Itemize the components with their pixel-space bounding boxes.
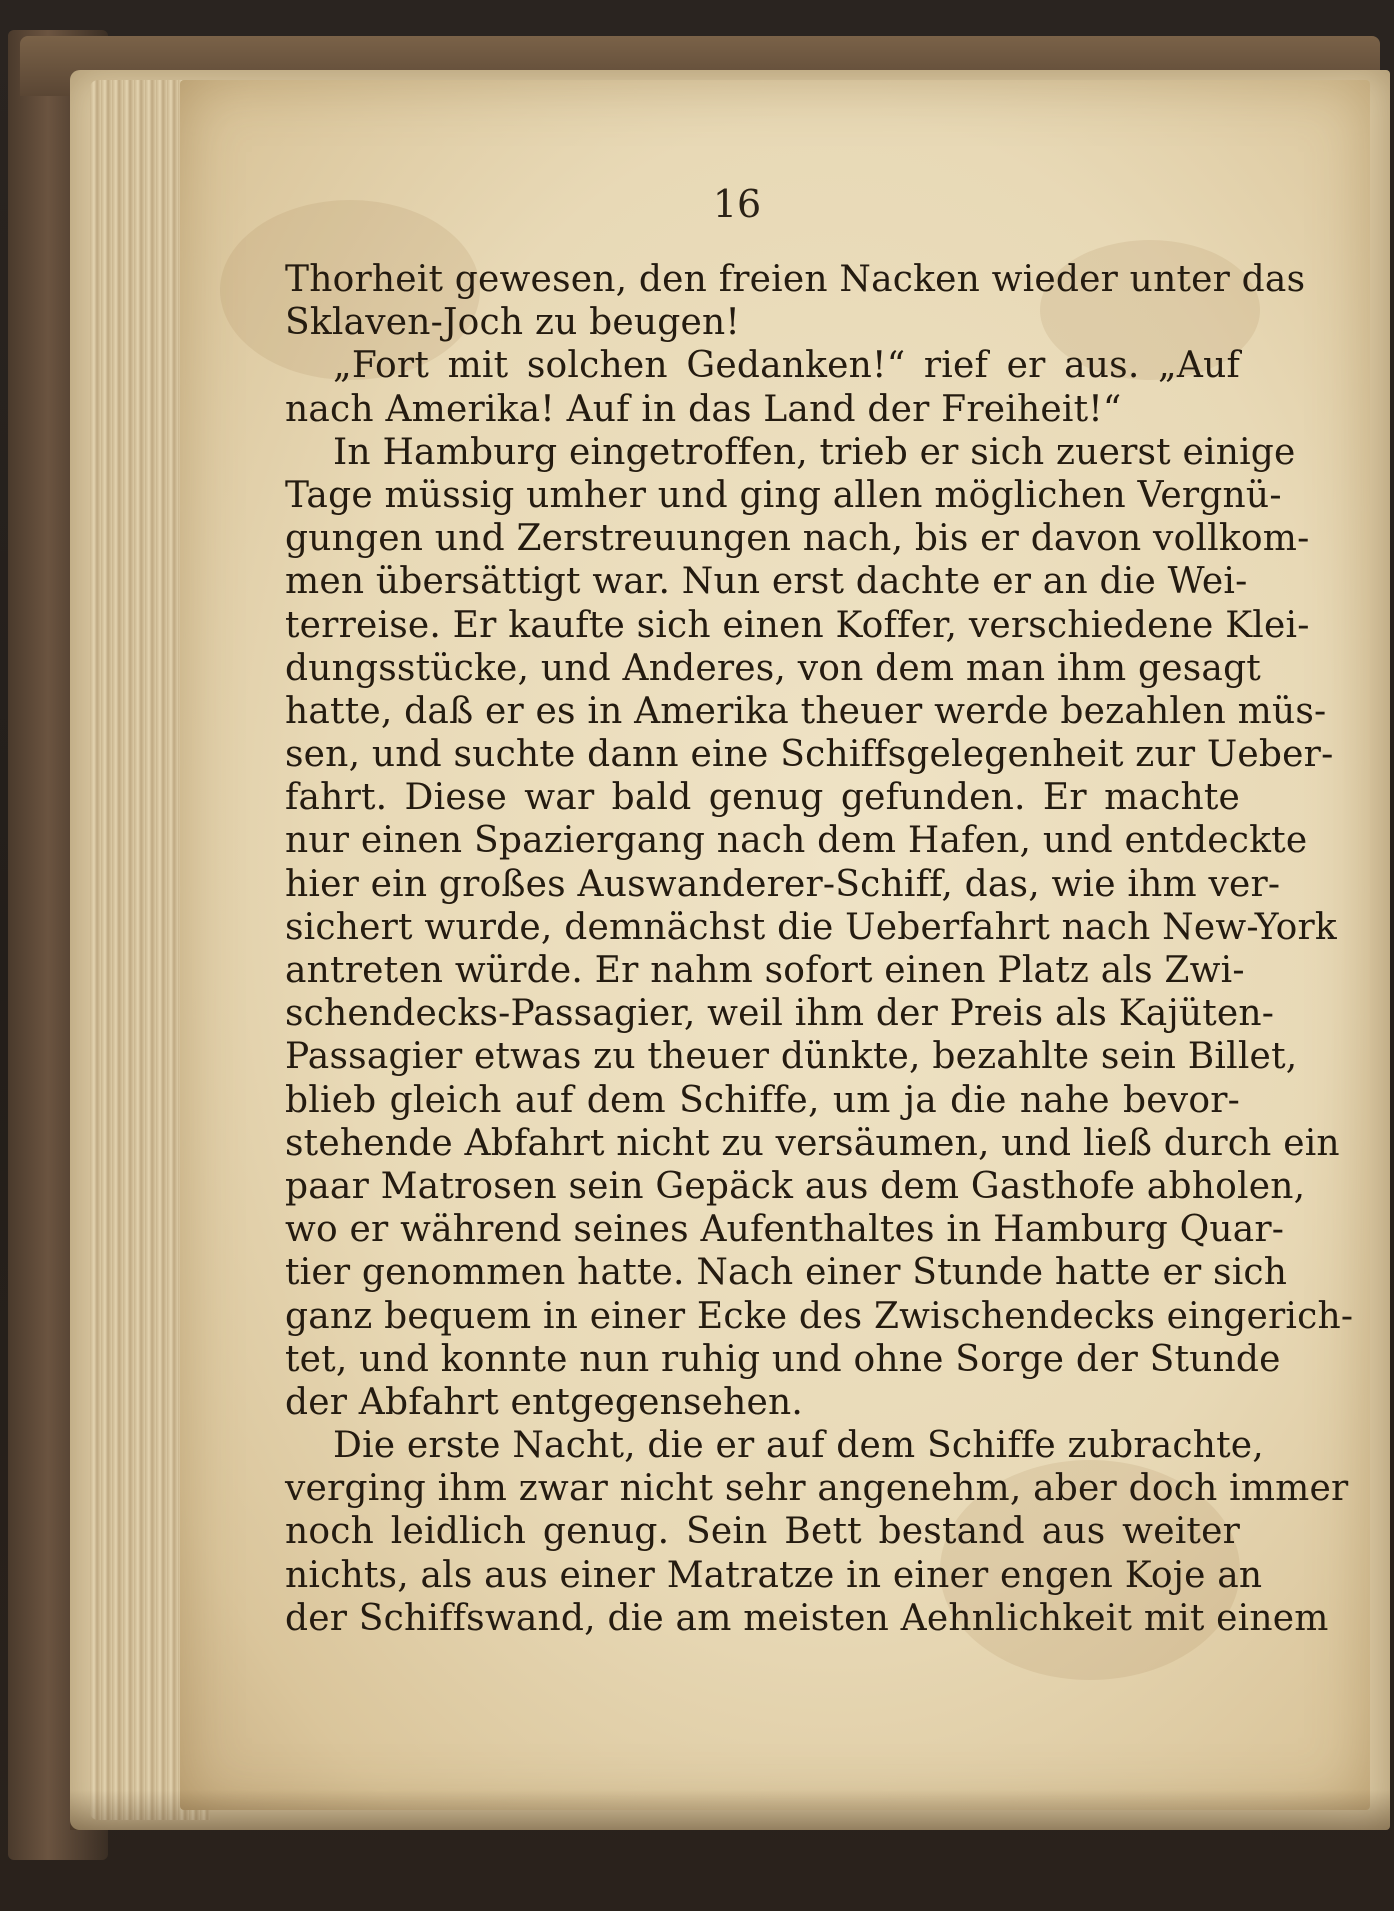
text-line: men übersättigt war. Nun erst dachte er an die Wei- bbox=[285, 561, 1248, 603]
body-text bbox=[285, 258, 1354, 1640]
page-number: 16 bbox=[712, 182, 762, 226]
text-line: terreise. Er kaufte sich einen Koffer, verschiedene Klei- bbox=[285, 604, 1310, 646]
text-line: hier ein großes Auswanderer-Schiff, das, wie ihm ver- bbox=[285, 863, 1281, 905]
text-line: Tage müssig umher und ging allen möglichen Vergnü- bbox=[285, 474, 1282, 516]
text-line: gungen und Zerstreuungen nach, bis er davon vollkom- bbox=[285, 518, 1310, 560]
text-line: nichts, als aus einer Matratze in einer engen Koje an bbox=[285, 1554, 1263, 1596]
text-line: Passagier etwas zu theuer dünkte, bezahlte sein Billet, bbox=[285, 1036, 1298, 1078]
text-line: antreten würde. Er nahm sofort einen Platz als Zwi- bbox=[285, 950, 1245, 991]
text-line: Thorheit gewesen, den freien Nacken wieder unter das bbox=[285, 259, 1306, 300]
text-line: In Hamburg eingetroffen, trieb er sich zuerst einige bbox=[333, 431, 1296, 473]
text-line: Die erste Nacht, die er auf dem Schiffe zubrachte, bbox=[333, 1425, 1264, 1467]
text-line: wo er während seines Aufenthaltes in Hamburg Quar- bbox=[285, 1209, 1285, 1251]
text-line: tet, und konnte nun ruhig und ohne Sorge der Stunde bbox=[285, 1338, 1281, 1380]
text-line: sichert wurde, demnächst die Ueberfahrt nach New-York bbox=[285, 906, 1337, 948]
text-line: der Schiffswand, die am meisten Aehnlichkeit mit einem bbox=[285, 1597, 1329, 1639]
text-line: dungsstücke, und Anderes, von dem man ihm gesagt bbox=[285, 647, 1261, 689]
text-line: paar Matrosen sein Gepäck aus dem Gasthofe abholen, bbox=[285, 1165, 1306, 1207]
text-line: Sklaven-Joch zu beugen! bbox=[285, 302, 741, 344]
text-line: nach Amerika! Auf in das Land der Freiheit!“ bbox=[285, 388, 1122, 430]
text-line: fahrt. Diese war bald genug gefunden. Er machte bbox=[285, 777, 1240, 819]
text-line: blieb gleich auf dem Schiffe, um ja die nahe bevor- bbox=[285, 1079, 1240, 1121]
text-line: tier genommen hatte. Nach einer Stunde hatte er sich bbox=[285, 1252, 1288, 1294]
text-line: nur einen Spaziergang nach dem Hafen, und entdeckte bbox=[285, 820, 1308, 862]
text-line: sen, und suchte dann eine Schiffsgelegenheit zur Ueber- bbox=[285, 734, 1334, 776]
text-line: schendecks-Passagier, weil ihm der Preis als Kajüten- bbox=[285, 993, 1275, 1035]
text-line: noch leidlich genug. Sein Bett bestand aus weiter bbox=[285, 1511, 1240, 1553]
text-line: stehende Abfahrt nicht zu versäumen, und ließ durch ein bbox=[285, 1122, 1340, 1164]
page-bottom-shadow bbox=[70, 1790, 1390, 1830]
text-line: verging ihm zwar nicht sehr angenehm, aber doch immer bbox=[285, 1468, 1349, 1510]
text-line: ganz bequem in einer Ecke des Zwischendecks eingerich- bbox=[285, 1295, 1354, 1337]
text-line: der Abfahrt entgegensehen. bbox=[285, 1381, 804, 1423]
text-line: „Fort mit solchen Gedanken!“ rief er aus. „Auf bbox=[333, 345, 1240, 387]
text-line: hatte, daß er es in Amerika theuer werde bezahlen müs- bbox=[285, 690, 1327, 732]
